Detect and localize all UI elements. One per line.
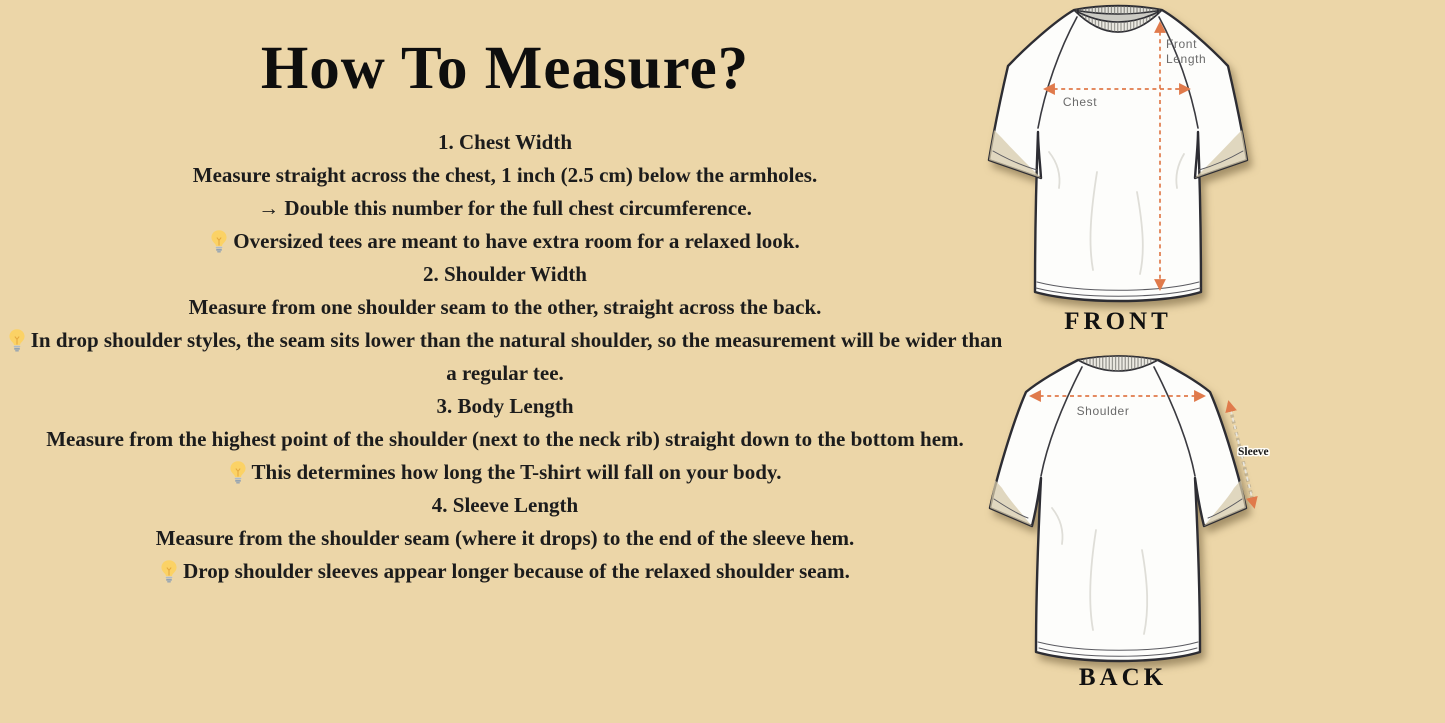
back-caption: BACK — [1078, 664, 1168, 691]
tip-line — [0, 456, 1010, 489]
lightbulb-icon — [210, 229, 228, 253]
front-length-label-line1: Front — [1166, 37, 1198, 51]
section-heading-chest-width — [0, 126, 1010, 159]
front-shirt-drawing — [989, 6, 1247, 301]
tshirt-back-diagram — [986, 358, 1269, 668]
section-heading-sleeve-length — [0, 489, 1010, 522]
tip-text: Oversized tees are meant to have extra room for a relaxed look. — [233, 229, 800, 253]
tip-text: Drop shoulder sleeves appear longer because of the relaxed shoulder seam. — [183, 559, 850, 583]
tip-line — [0, 324, 1010, 390]
front-length-label-line2: Length — [1166, 52, 1207, 66]
section-heading-shoulder-width — [0, 258, 1010, 291]
shoulder-label: Shoulder — [1076, 404, 1130, 418]
instruction-line — [0, 522, 1010, 555]
instruction-text: → Double this number for the full chest circumference. — [258, 196, 752, 220]
heading-text: 4. Sleeve Length — [431, 493, 579, 517]
lightbulb-icon — [229, 460, 247, 484]
heading-text: 1. Chest Width — [437, 130, 572, 154]
tip-line — [0, 225, 1010, 258]
section-heading-body-length — [0, 390, 1010, 423]
instruction-line — [0, 423, 1010, 456]
chest-label: Chest — [1062, 95, 1098, 109]
tip-text: This determines how long the T-shirt will fall on your body. — [251, 460, 782, 484]
instruction-line — [0, 291, 1010, 324]
page-title: How To Measure? — [260, 35, 750, 102]
lightbulb-icon — [8, 328, 26, 352]
instruction-text: Measure from the highest point of the shoulder (next to the neck rib) straight down to the bottom hem. — [46, 427, 964, 451]
instruction-text: Measure from one shoulder seam to the other, straight across the back. — [188, 295, 822, 319]
lightbulb-icon — [160, 559, 178, 583]
tshirt-front-diagram — [985, 4, 1251, 316]
heading-text: 3. Body Length — [436, 394, 574, 418]
back-shirt-drawing — [990, 356, 1246, 661]
instruction-line — [0, 159, 1010, 192]
tip-text: In drop shoulder styles, the seam sits lower than the natural shoulder, so the measurement will be wider than a regular tee. — [30, 328, 1003, 385]
sleeve-label: Sleeve — [1238, 446, 1269, 458]
instruction-line — [0, 192, 1010, 225]
tip-line — [0, 555, 1010, 588]
instruction-text: Measure straight across the chest, 1 inch (2.5 cm) below the armholes. — [192, 163, 818, 187]
instruction-text: Measure from the shoulder seam (where it drops) to the end of the sleeve hem. — [155, 526, 855, 550]
front-caption: FRONT — [1064, 308, 1172, 335]
heading-text: 2. Shoulder Width — [423, 262, 587, 286]
